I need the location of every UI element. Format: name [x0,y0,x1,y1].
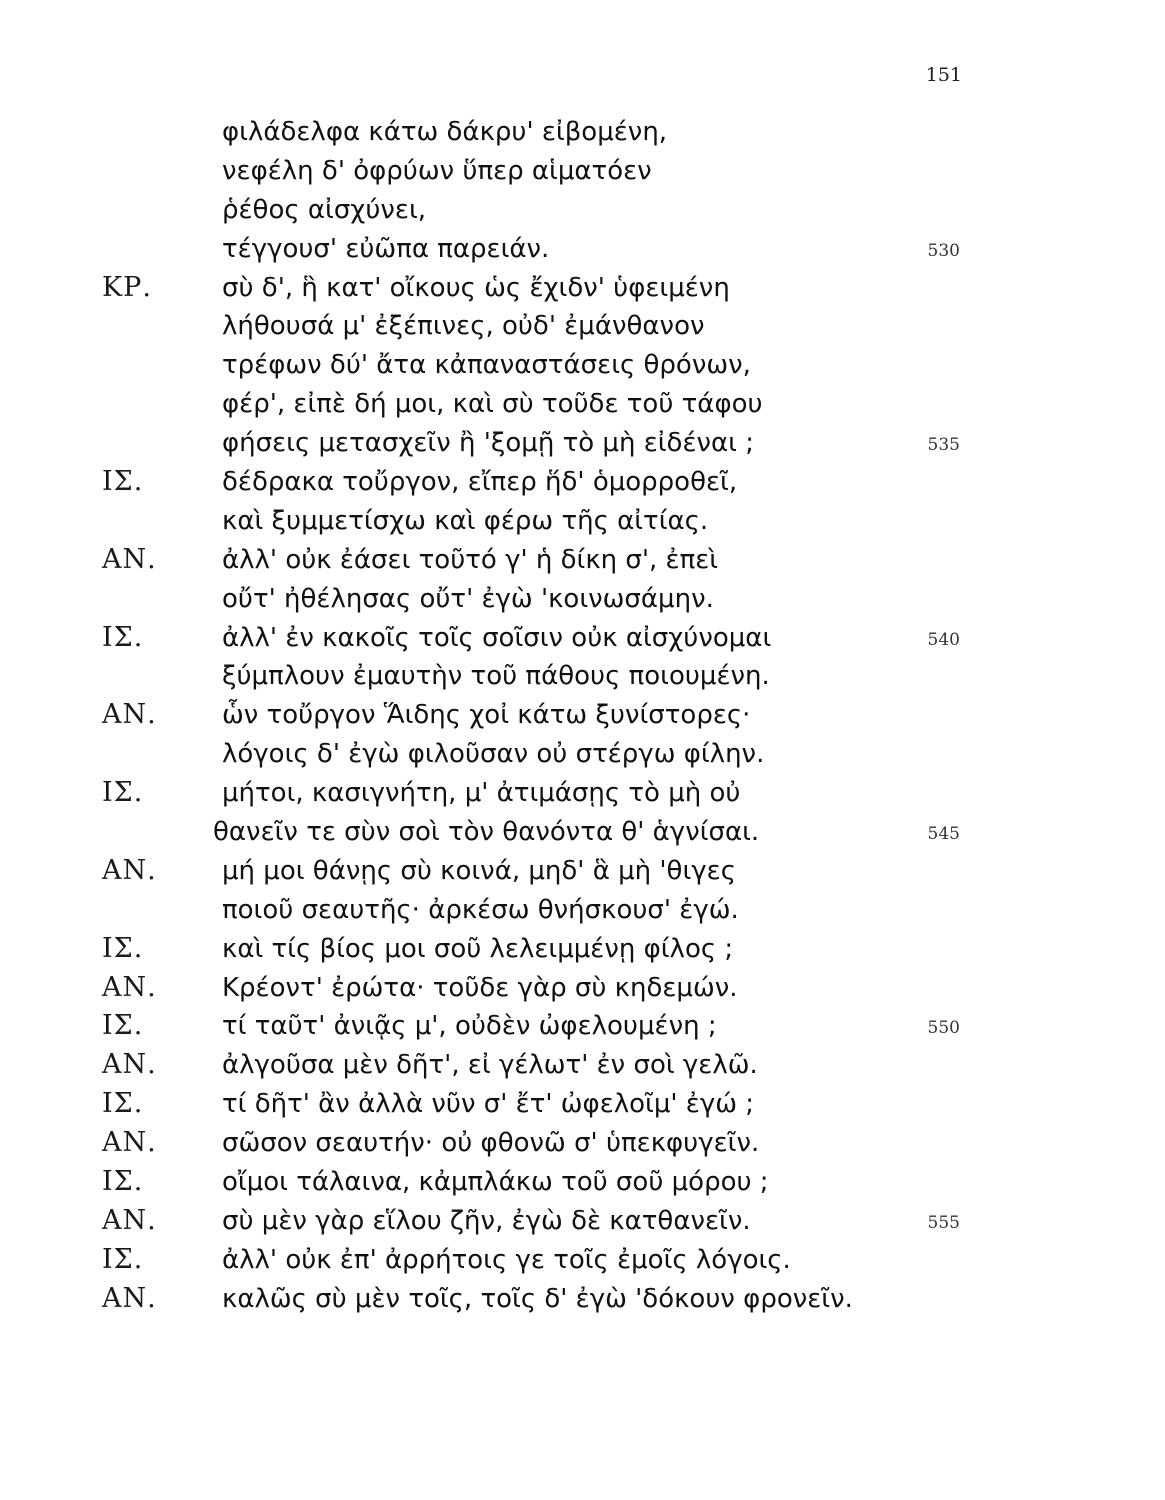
verse-text: καὶ ξυμμετίσχω καὶ φέρω τῆς αἰτίας. [222,505,709,536]
verse-text: μή μοι θάνῃς σὺ κοινά, μηδ' ἃ μὴ 'θιγες [222,855,736,886]
verse-line [0,463,1165,502]
speaker-label: ΚΡ. [102,271,152,303]
speaker-label: ΙΣ. [102,777,144,809]
verse-text: τί ταῦτ' ἀνιᾷς μ', οὐδὲν ὠφελουμένη ; [222,1011,717,1042]
verse-text: θανεῖν τε σὺν σοὶ τὸν θανόντα θ' ἁγνίσαι. [213,817,760,848]
verse-text: φήσεις μετασχεῖν ἢ 'ξομῇ τὸ μὴ εἰδέναι ; [222,428,754,459]
verse-text: ἀλλ' οὐκ ἐάσει τοῦτό γ' ἡ δίκη σ', ἐπεὶ [222,544,719,575]
verse-line [0,1241,1165,1280]
verse-text: νεφέλη δ' ὀφρύων ὕπερ αἱματόεν [222,155,652,186]
speaker-label: ΙΣ. [102,1088,144,1120]
line-number: 535 [927,435,960,456]
verse-line [0,619,1165,658]
line-number: 540 [927,629,960,650]
verse-line [0,1124,1165,1163]
verse-text: φιλάδελφα κάτω δάκρυ' εἰβομένη, [222,117,668,147]
speaker-label: ΙΣ. [102,932,144,964]
verse-text: ξύμπλουν ἐμαυτὴν τοῦ πάθους ποιουμένη. [222,661,770,692]
verse-line [0,307,1165,346]
verse-line [0,969,1165,1008]
verse-line [0,891,1165,930]
verse-line [0,191,1165,230]
speaker-label: ΙΣ. [102,466,144,498]
verse-line [0,813,1165,852]
verse-line [0,113,1165,152]
verse-text: οἴμοι τάλαινα, κἀμπλάκω τοῦ σοῦ μόρου ; [222,1167,769,1198]
line-number: 555 [927,1212,960,1233]
verse-text: ὧν τοὔργον Ἅιδης χοἰ κάτω ξυνίστορες· [222,700,751,731]
verse-line [0,774,1165,813]
verse-text: τρέφων δύ' ἄτα κἀπαναστάσεις θρόνων, [222,350,751,381]
page-number: 151 [925,64,962,86]
verse-text: σῶσον σεαυτήν· οὐ φθονῶ σ' ὑπεκφυγεῖν. [222,1128,760,1159]
verse-text: τί δῆτ' ἂν ἀλλὰ νῦν σ' ἔτ' ὠφελοῖμ' ἐγώ ; [222,1089,755,1120]
verse-text: σὺ δ', ἣ κατ' οἴκους ὡς ἔχιδν' ὑφειμένη [222,272,730,303]
speaker-label: ΙΣ. [102,621,144,653]
speaker-label: ΙΣ. [102,1166,144,1198]
speaker-label: ΑΝ. [102,699,157,731]
verse-line [0,696,1165,735]
verse-text: δέδρακα τοὔργον, εἴπερ ἥδ' ὁμορροθεῖ, [222,467,738,498]
verse-text: λόγοις δ' ἐγὼ φιλοῦσαν οὐ στέργω φίλην. [222,739,765,770]
verse-text: λήθουσά μ' ἐξέπινες, οὐδ' ἐμάνθανον [222,311,705,342]
speaker-label: ΑΝ. [102,1049,157,1081]
verse-line [0,424,1165,463]
verse-text: καλῶς σὺ μὲν τοῖς, τοῖς δ' ἐγὼ 'δόκουν φρονεῖν. [222,1283,853,1314]
verse-line [0,735,1165,774]
verse-text: ἀλλ' οὐκ ἐπ' ἀρρήτοις γε τοῖς ἐμοῖς λόγοις. [222,1244,791,1275]
verse-line [0,1280,1165,1319]
verse-line [0,1046,1165,1085]
speaker-label: ΙΣ. [102,1243,144,1275]
verse-text: σὺ μὲν γὰρ εἵλου ζῆν, ἐγὼ δὲ κατθανεῖν. [222,1205,751,1236]
line-number: 545 [927,824,960,845]
verse-line [0,269,1165,308]
line-number: 550 [927,1018,960,1039]
verse-line [0,152,1165,191]
verse-line [0,502,1165,541]
verse-text: μήτοι, κασιγνήτη, μ' ἀτιμάσῃς τὸ μὴ οὐ [222,778,741,809]
verse-text: οὔτ' ἠθέλησας οὔτ' ἐγὼ 'κοινωσάμην. [222,583,714,614]
verse-line [0,1202,1165,1241]
speaker-label: ΙΣ. [102,1010,144,1042]
speaker-label: ΑΝ. [102,1282,157,1314]
verse-line [0,385,1165,424]
verse-text: ἀλγοῦσα μὲν δῆτ', εἰ γέλωτ' ἐν σοὶ γελῶ. [222,1050,758,1081]
verse-text: φέρ', εἰπὲ δή μοι, καὶ σὺ τοῦδε τοῦ τάφου [222,389,763,420]
verse-text: Κρέοντ' ἐρώτα· τοῦδε γὰρ σὺ κηδεμών. [222,972,738,1003]
speaker-label: ΑΝ. [102,1204,157,1236]
verse-line [0,541,1165,580]
verse-line [0,657,1165,696]
verse-line [0,346,1165,385]
verse-text: ῥέθος αἰσχύνει, [222,194,427,225]
verse-text: ἀλλ' ἐν κακοῖς τοῖς σοῖσιν οὐκ αἰσχύνομαι [222,622,772,653]
speaker-label: ΑΝ. [102,971,157,1003]
speaker-label: ΑΝ. [102,854,157,886]
speaker-label: ΑΝ. [102,543,157,575]
verse-line [0,1163,1165,1202]
line-number: 530 [927,240,960,261]
speaker-label: ΑΝ. [102,1127,157,1159]
verse-line [0,1085,1165,1124]
verse-line [0,852,1165,891]
verse-line [0,230,1165,269]
verse-text: ποιοῦ σεαυτῆς· ἀρκέσω θνήσκουσ' ἐγώ. [222,894,739,925]
verse-lines [0,113,1165,1319]
verse-line [0,580,1165,619]
verse-text: τέγγουσ' εὐῶπα παρειάν. [222,233,550,264]
verse-text: καὶ τίς βίος μοι σοῦ λελειμμένῃ φίλος ; [222,933,734,964]
verse-line [0,1007,1165,1046]
verse-line [0,930,1165,969]
